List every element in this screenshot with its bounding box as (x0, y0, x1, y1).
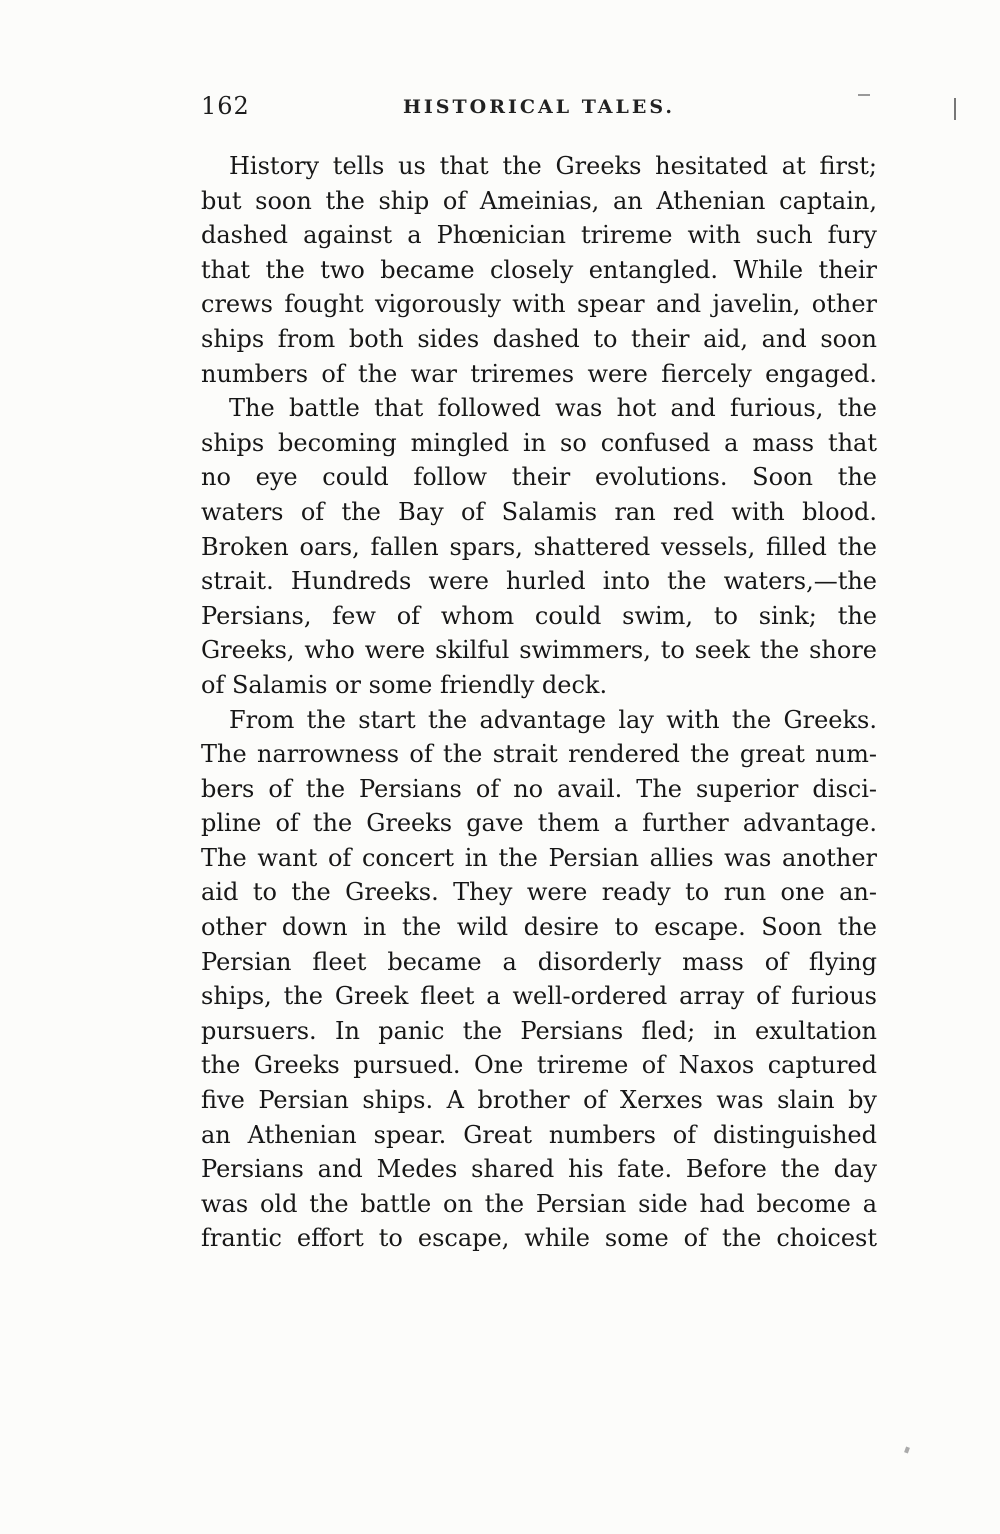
text-line: History tells us that the Greeks hesitated at first; (229, 152, 877, 180)
text-line: bers of the Persians of no avail. The superior disci- (201, 774, 877, 803)
text-line: The want of concert in the Persian allies was another (201, 843, 877, 872)
text-line: of Salamis or some friendly deck. (201, 670, 608, 699)
text-line: From the start the advantage lay with the Greeks. (229, 705, 877, 734)
text-line: an Athenian spear. Great numbers of distinguished (201, 1120, 877, 1149)
scan-artifact (954, 98, 956, 120)
text-line: ships, the Greek fleet a well-ordered array of furious (201, 982, 877, 1011)
page-header (201, 92, 877, 126)
text-line: numbers of the war triremes were fiercely engaged. (201, 359, 877, 388)
text-line: was old the battle on the Persian side had become a (201, 1189, 877, 1218)
text-line: waters of the Bay of Salamis ran red with blood. (201, 497, 877, 526)
text-line: aid to the Greeks. They were ready to run one an- (201, 878, 877, 907)
text-line: Persians and Medes shared his fate. Before the day (201, 1155, 877, 1184)
running-title: HISTORICAL TALES. (402, 96, 676, 118)
text-line: ships from both sides dashed to their aid, and soon (201, 324, 877, 353)
text-line: The battle that followed was hot and furious, the (229, 394, 877, 423)
text-line: other down in the wild desire to escape. Soon the (201, 913, 877, 942)
text-line: Broken oars, fallen spars, shattered vessels, filled the (201, 532, 877, 561)
text-line: five Persian ships. A brother of Xerxes was slain by (201, 1086, 877, 1115)
text-line: frantic effort to escape, while some of the choicest (201, 1224, 877, 1253)
text-line: The narrowness of the strait rendered the great num- (201, 740, 877, 769)
text-line: pursuers. In panic the Persians fled; in exultation (201, 1016, 877, 1045)
body-text (201, 149, 877, 1256)
text-line: ships becoming mingled in so confused a mass that (201, 428, 877, 457)
text-line: dashed against a Phœnician trireme with such fury (201, 221, 877, 250)
scan-artifact (904, 1446, 910, 1453)
text-line: pline of the Greeks gave them a further advantage. (201, 809, 877, 838)
text-line: Greeks, who were skilful swimmers, to seek the shore (201, 636, 877, 665)
text-line: no eye could follow their evolutions. Soon the (201, 463, 877, 492)
text-line: but soon the ship of Ameinias, an Athenian captain, (201, 186, 877, 215)
text-line: that the two became closely entangled. While their (201, 255, 877, 284)
scan-artifact (858, 94, 870, 96)
text-line: crews fought vigorously with spear and javelin, other (201, 290, 877, 319)
text-line: Persians, few of whom could swim, to sink; the (201, 601, 877, 630)
page-number: 162 (201, 92, 250, 120)
text-line: the Greeks pursued. One trireme of Naxos captured (201, 1051, 877, 1080)
text-line: strait. Hundreds were hurled into the waters,—the (201, 567, 877, 596)
text-line: Persian fleet became a disorderly mass of flying (201, 947, 877, 976)
